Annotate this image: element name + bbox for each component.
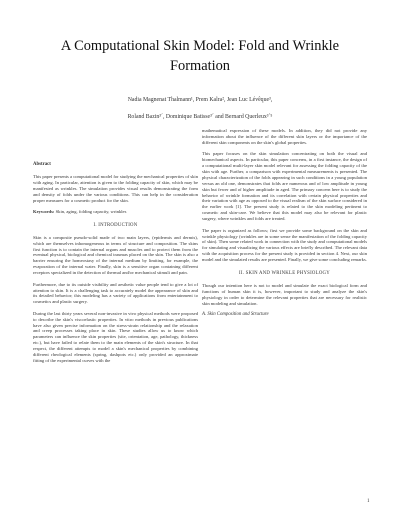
author-line-2: Roland Bazin³´, Dominique Batisse³´ and Bernard Querleux³´⁵ [127, 114, 273, 120]
section-1-heading: I. INTRODUCTION [93, 222, 138, 228]
right-paragraph-2: This paper focuses on the skin simulation concentrating on both the visual and biomechanical aspects. In particular, this paper concerns, in a first instance, the design of a computational multi-layer skin model relevant for assessing the folding capacity of the skin with age. Further, a comparison with experimental measurements is presented. The physical characterization of the folds appearing in such conditions in a young population versus an old one, demonstrates that folds are numerous and of low amplitude in young skin but fewer and of higher amplitude in aged. The primary concern here is to study the behavior of wrinkle formation and its correlation with certain physical properties and their variation with age as opposed to the visual realism of the skin surface considered in the earlier work [1]. The present study is related to the skin modeling pertinent to cosmetic and skin-care. We believe that this model may also be relevant for plastic surgery, where wrinkles and folds are treated. [202, 151, 367, 222]
section-2-heading: II. SKIN AND WRINKLE PHYSIOLOGY [239, 271, 330, 277]
keywords-text: Skin, aging, folding capacity, wrinkles [55, 208, 127, 214]
right-paragraph-4: Though our intention here is not to model and simulate the exact biological form and functions of human skin it is, however, important to study and analyze the skin's physiology in order to determine the relevant properties that are necessary for realistic skin modeling and simulation. [202, 282, 367, 306]
keywords [33, 209, 198, 215]
paper-title: A Computational Skin Model: Fold and Wrinkle Formation [60, 38, 340, 74]
intro-paragraph-1: Skin is a composite pseudo-solid made of two main layers, (epidermis and dermis), which are themselves inhomogeneous in terms of structure and composition. The skins first function is to contain the internal organs and muscles and to protect them from the eventual physical, biological and chemical traumas placed on the skin. The skin is also a barrier ensuring the homeostasy of the internal medium by limiting, for example, the evaporation of the internal water. Finally, skin is a sensitive organ containing different receptors specialized in the detection of thermal and/or mechanical stimuli and pain. [33, 234, 198, 276]
keywords-label: Keywords: [33, 208, 55, 214]
subsection-heading: A. Skin Composition and Structure [202, 312, 269, 318]
intro-paragraph-3: During the last thirty years several non-invasive in vivo physical methods were proposed to describe the skin's viscoelastic properties. In vitro methods in previous publications have also given precise information on the stress-strain relationship and the relaxation and creep processes taking place in skin. These studies allow us to know which parameters can influence the skin properties (site, orientation, age, pathology, thickness etc.), but have failed to relate them to the main elements of the skin's structure. In that respect, the different attempts to model a skin's mechanical properties by combining different rheological elements (spring, dashpots etc.) only provided an approximate fitting of the experimental curves with the [33, 310, 198, 363]
abstract-text: This paper presents a computational model for studying the mechanical properties of skin with aging. In particular, attention is given to the folding capacity of skin, which may be manifested as wrinkles. The simulation provides visual results demonstrating the form and density of folds under the various conditions. This can help in the consideration proper measures for a cosmetic product for the skin. [33, 173, 198, 203]
left-column [33, 162, 198, 369]
author-list [40, 92, 360, 126]
right-paragraph-1: mathematical expression of these models. In addition, they did not provide any information about the influence of the different skin layers or the importance of the different skin components on the skin's global properties. [202, 128, 367, 145]
author-line-1: Nadia Magnenat Thalmann¹, Prem Kalra², Jean Luc Lévêque³, [127, 97, 273, 103]
right-column [202, 128, 367, 318]
right-paragraph-3: The paper is organized as follows; first we provide some background on the skin and wrinkle physiology (wrinkles are in some sense the manifestation of the folding capacity of skin). Then some related work in connection with the study and computational models for simulating and visualizing the various effects are briefly described. The relevant data with the acquisition process for the present study is provided in section 4. Next, our skin model and the simulated results are presented. Finally, we give some concluding remarks. [202, 227, 367, 263]
intro-paragraph-2: Furthermore, due to its outside visibility and aesthetic value people tend to give a lot of attention to skin. It is a challenging task to accurately model the appearance of skin and its detailed behavior; this modeling has a variety of applications from entertainment to cosmetics and plastic surgery. [33, 281, 198, 305]
abstract-heading: Abstract [33, 162, 51, 167]
page-number: 1 [367, 499, 370, 504]
